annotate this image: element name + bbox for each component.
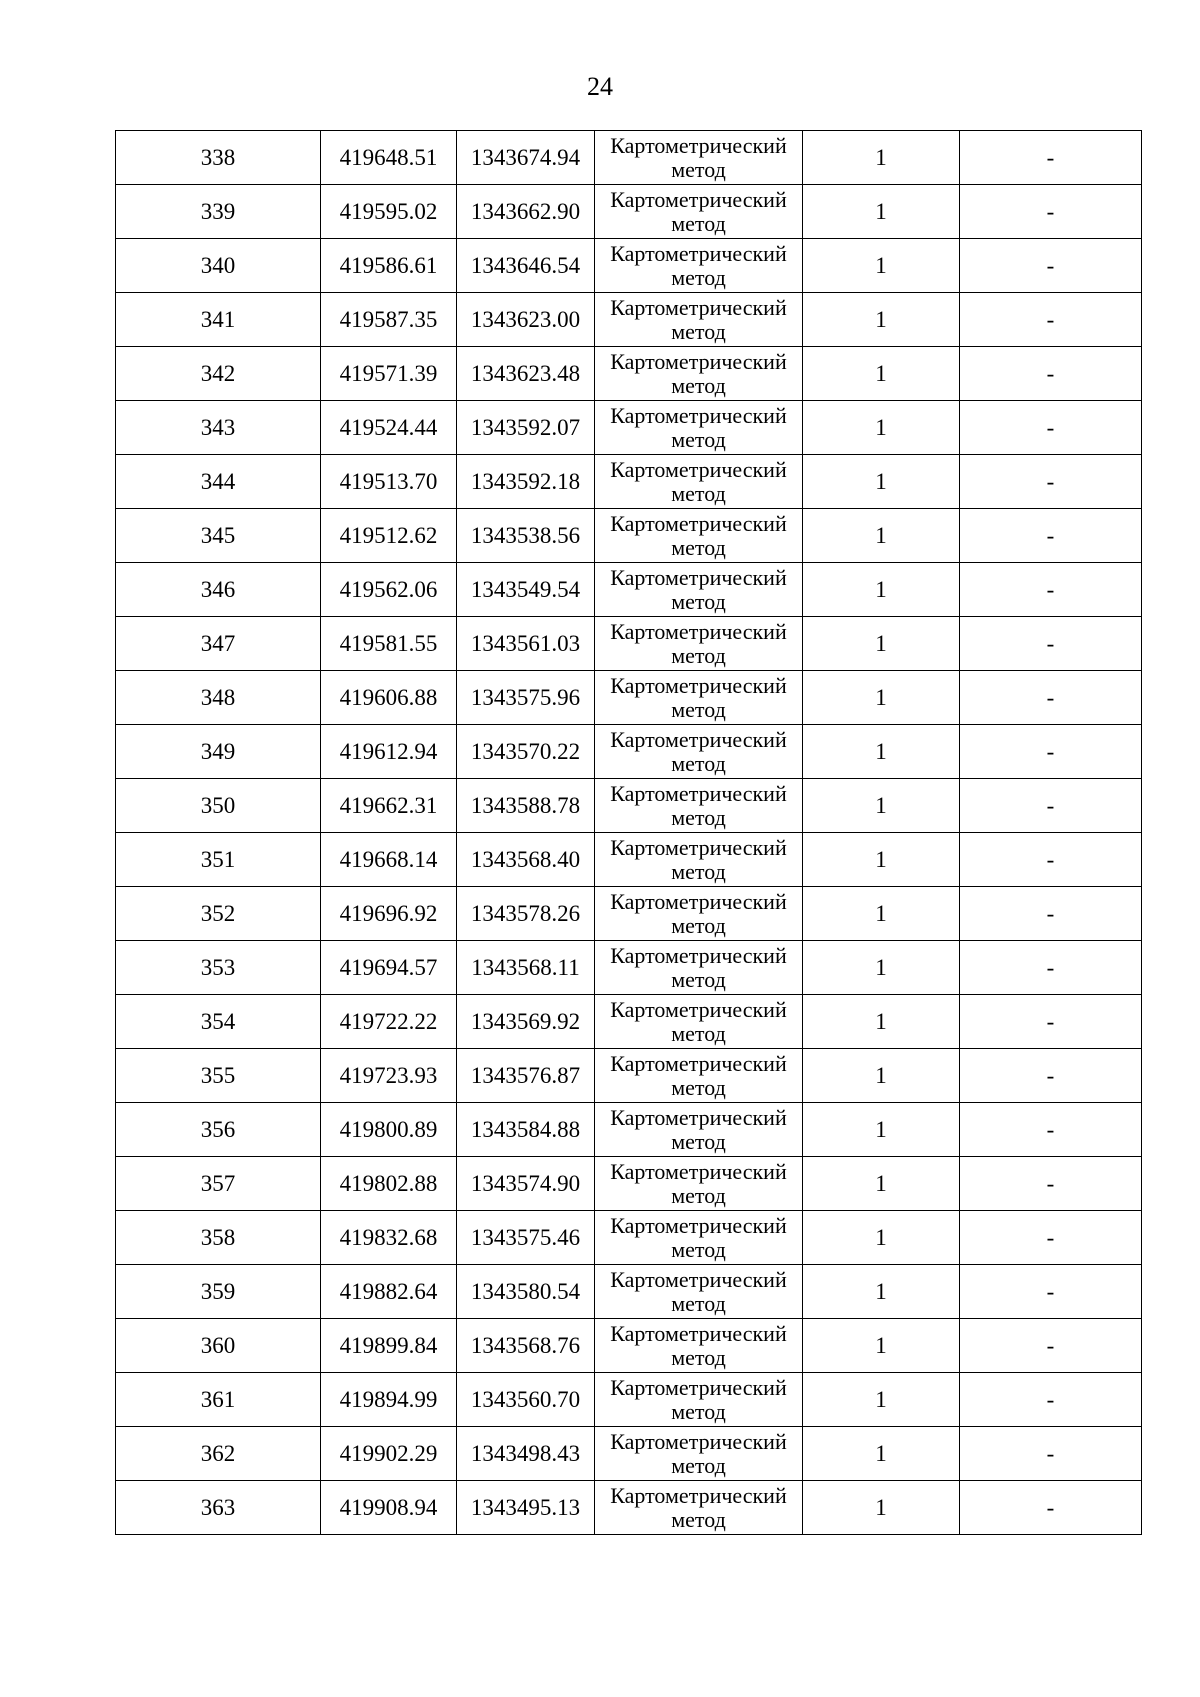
table-row bbox=[116, 1049, 1142, 1103]
table-row bbox=[116, 509, 1142, 563]
point-number-cell: 359 bbox=[116, 1265, 321, 1319]
point-number-cell: 346 bbox=[116, 563, 321, 617]
accuracy-cell: 1 bbox=[803, 833, 960, 887]
method-cell bbox=[595, 131, 803, 185]
x-coordinate-cell: 419512.62 bbox=[321, 509, 457, 563]
method-line-2: метод bbox=[671, 1398, 726, 1424]
x-coordinate-cell: 419723.93 bbox=[321, 1049, 457, 1103]
y-coordinate-cell: 1343560.70 bbox=[457, 1373, 595, 1427]
accuracy-cell: 1 bbox=[803, 455, 960, 509]
point-number-cell: 348 bbox=[116, 671, 321, 725]
point-number-cell: 338 bbox=[116, 131, 321, 185]
point-number-cell: 358 bbox=[116, 1211, 321, 1265]
note-cell: - bbox=[960, 941, 1142, 995]
point-number-cell: 344 bbox=[116, 455, 321, 509]
method-line-1: Картометрический bbox=[610, 564, 787, 590]
method-line-1: Картометрический bbox=[610, 294, 787, 320]
y-coordinate-cell: 1343538.56 bbox=[457, 509, 595, 563]
method-line-2: метод bbox=[671, 1290, 726, 1316]
method-line-2: метод bbox=[671, 1182, 726, 1208]
point-number-cell: 356 bbox=[116, 1103, 321, 1157]
point-number-cell: 350 bbox=[116, 779, 321, 833]
y-coordinate-cell: 1343578.26 bbox=[457, 887, 595, 941]
point-number-cell: 363 bbox=[116, 1481, 321, 1535]
accuracy-cell: 1 bbox=[803, 563, 960, 617]
note-cell: - bbox=[960, 1373, 1142, 1427]
point-number-cell: 349 bbox=[116, 725, 321, 779]
note-cell: - bbox=[960, 995, 1142, 1049]
table-row bbox=[116, 1319, 1142, 1373]
x-coordinate-cell: 419581.55 bbox=[321, 617, 457, 671]
method-cell bbox=[595, 1157, 803, 1211]
x-coordinate-cell: 419832.68 bbox=[321, 1211, 457, 1265]
table-row bbox=[116, 941, 1142, 995]
method-cell bbox=[595, 293, 803, 347]
point-number-cell: 345 bbox=[116, 509, 321, 563]
method-line-1: Картометрический bbox=[610, 402, 787, 428]
note-cell: - bbox=[960, 509, 1142, 563]
accuracy-cell: 1 bbox=[803, 1481, 960, 1535]
point-number-cell: 342 bbox=[116, 347, 321, 401]
accuracy-cell: 1 bbox=[803, 1049, 960, 1103]
method-line-2: метод bbox=[671, 1020, 726, 1046]
x-coordinate-cell: 419513.70 bbox=[321, 455, 457, 509]
note-cell: - bbox=[960, 779, 1142, 833]
note-cell: - bbox=[960, 563, 1142, 617]
note-cell: - bbox=[960, 185, 1142, 239]
note-cell: - bbox=[960, 617, 1142, 671]
table-row bbox=[116, 347, 1142, 401]
method-line-2: метод bbox=[671, 534, 726, 560]
y-coordinate-cell: 1343498.43 bbox=[457, 1427, 595, 1481]
method-line-1: Картометрический bbox=[610, 456, 787, 482]
method-line-1: Картометрический bbox=[610, 1266, 787, 1292]
x-coordinate-cell: 419908.94 bbox=[321, 1481, 457, 1535]
table-row bbox=[116, 995, 1142, 1049]
x-coordinate-cell: 419722.22 bbox=[321, 995, 457, 1049]
y-coordinate-cell: 1343495.13 bbox=[457, 1481, 595, 1535]
method-line-1: Картометрический bbox=[610, 726, 787, 752]
y-coordinate-cell: 1343674.94 bbox=[457, 131, 595, 185]
page-number: 24 bbox=[587, 72, 613, 101]
point-number-cell: 352 bbox=[116, 887, 321, 941]
method-line-2: метод bbox=[671, 1506, 726, 1532]
point-number-cell: 354 bbox=[116, 995, 321, 1049]
table-row bbox=[116, 455, 1142, 509]
accuracy-cell: 1 bbox=[803, 995, 960, 1049]
x-coordinate-cell: 419668.14 bbox=[321, 833, 457, 887]
y-coordinate-cell: 1343592.07 bbox=[457, 401, 595, 455]
x-coordinate-cell: 419612.94 bbox=[321, 725, 457, 779]
table-row bbox=[116, 1427, 1142, 1481]
point-number-cell: 355 bbox=[116, 1049, 321, 1103]
y-coordinate-cell: 1343588.78 bbox=[457, 779, 595, 833]
method-cell bbox=[595, 347, 803, 401]
note-cell: - bbox=[960, 401, 1142, 455]
accuracy-cell: 1 bbox=[803, 1427, 960, 1481]
accuracy-cell: 1 bbox=[803, 671, 960, 725]
table-row bbox=[116, 131, 1142, 185]
method-line-1: Картометрический bbox=[610, 780, 787, 806]
point-number-cell: 339 bbox=[116, 185, 321, 239]
method-line-2: метод bbox=[671, 804, 726, 830]
method-cell bbox=[595, 563, 803, 617]
accuracy-cell: 1 bbox=[803, 1265, 960, 1319]
accuracy-cell: 1 bbox=[803, 725, 960, 779]
method-cell bbox=[595, 1211, 803, 1265]
method-line-2: метод bbox=[671, 696, 726, 722]
method-cell bbox=[595, 779, 803, 833]
method-cell bbox=[595, 887, 803, 941]
y-coordinate-cell: 1343623.48 bbox=[457, 347, 595, 401]
note-cell: - bbox=[960, 1049, 1142, 1103]
point-number-cell: 357 bbox=[116, 1157, 321, 1211]
accuracy-cell: 1 bbox=[803, 887, 960, 941]
method-line-1: Картометрический bbox=[610, 1428, 787, 1454]
accuracy-cell: 1 bbox=[803, 509, 960, 563]
table-row bbox=[116, 1265, 1142, 1319]
note-cell: - bbox=[960, 887, 1142, 941]
method-cell bbox=[595, 1373, 803, 1427]
method-cell bbox=[595, 671, 803, 725]
x-coordinate-cell: 419802.88 bbox=[321, 1157, 457, 1211]
x-coordinate-cell: 419571.39 bbox=[321, 347, 457, 401]
note-cell: - bbox=[960, 131, 1142, 185]
method-line-2: метод bbox=[671, 912, 726, 938]
method-line-2: метод bbox=[671, 156, 726, 182]
method-line-1: Картометрический bbox=[610, 996, 787, 1022]
point-number-cell: 353 bbox=[116, 941, 321, 995]
method-cell bbox=[595, 1319, 803, 1373]
method-line-2: метод bbox=[671, 426, 726, 452]
table-row bbox=[116, 239, 1142, 293]
method-cell bbox=[595, 995, 803, 1049]
x-coordinate-cell: 419587.35 bbox=[321, 293, 457, 347]
y-coordinate-cell: 1343575.46 bbox=[457, 1211, 595, 1265]
y-coordinate-cell: 1343623.00 bbox=[457, 293, 595, 347]
table-row bbox=[116, 1373, 1142, 1427]
method-line-2: метод bbox=[671, 210, 726, 236]
method-line-2: метод bbox=[671, 966, 726, 992]
x-coordinate-cell: 419902.29 bbox=[321, 1427, 457, 1481]
method-line-2: метод bbox=[671, 588, 726, 614]
method-cell bbox=[595, 941, 803, 995]
note-cell: - bbox=[960, 725, 1142, 779]
note-cell: - bbox=[960, 347, 1142, 401]
method-line-2: метод bbox=[671, 1452, 726, 1478]
method-cell bbox=[595, 725, 803, 779]
method-line-2: метод bbox=[671, 1074, 726, 1100]
method-cell bbox=[595, 617, 803, 671]
point-number-cell: 347 bbox=[116, 617, 321, 671]
method-line-1: Картометрический bbox=[610, 1050, 787, 1076]
note-cell: - bbox=[960, 239, 1142, 293]
accuracy-cell: 1 bbox=[803, 185, 960, 239]
method-line-2: метод bbox=[671, 318, 726, 344]
x-coordinate-cell: 419648.51 bbox=[321, 131, 457, 185]
x-coordinate-cell: 419894.99 bbox=[321, 1373, 457, 1427]
method-line-1: Картометрический bbox=[610, 1212, 787, 1238]
accuracy-cell: 1 bbox=[803, 617, 960, 671]
point-number-cell: 341 bbox=[116, 293, 321, 347]
method-cell bbox=[595, 185, 803, 239]
x-coordinate-cell: 419662.31 bbox=[321, 779, 457, 833]
note-cell: - bbox=[960, 1265, 1142, 1319]
y-coordinate-cell: 1343561.03 bbox=[457, 617, 595, 671]
method-cell bbox=[595, 239, 803, 293]
method-line-2: метод bbox=[671, 372, 726, 398]
note-cell: - bbox=[960, 455, 1142, 509]
coordinates-table-body bbox=[116, 131, 1142, 1535]
method-cell bbox=[595, 1427, 803, 1481]
accuracy-cell: 1 bbox=[803, 239, 960, 293]
y-coordinate-cell: 1343568.40 bbox=[457, 833, 595, 887]
method-line-2: метод bbox=[671, 264, 726, 290]
accuracy-cell: 1 bbox=[803, 1211, 960, 1265]
note-cell: - bbox=[960, 1157, 1142, 1211]
table-row bbox=[116, 617, 1142, 671]
note-cell: - bbox=[960, 1319, 1142, 1373]
accuracy-cell: 1 bbox=[803, 1103, 960, 1157]
y-coordinate-cell: 1343570.22 bbox=[457, 725, 595, 779]
method-cell bbox=[595, 509, 803, 563]
accuracy-cell: 1 bbox=[803, 347, 960, 401]
method-line-1: Картометрический bbox=[610, 348, 787, 374]
point-number-cell: 351 bbox=[116, 833, 321, 887]
accuracy-cell: 1 bbox=[803, 941, 960, 995]
x-coordinate-cell: 419882.64 bbox=[321, 1265, 457, 1319]
coordinates-table bbox=[115, 130, 1142, 1535]
method-line-2: метод bbox=[671, 858, 726, 884]
accuracy-cell: 1 bbox=[803, 1157, 960, 1211]
method-cell bbox=[595, 1265, 803, 1319]
x-coordinate-cell: 419899.84 bbox=[321, 1319, 457, 1373]
table-row bbox=[116, 833, 1142, 887]
table-row bbox=[116, 1481, 1142, 1535]
accuracy-cell: 1 bbox=[803, 1373, 960, 1427]
table-row bbox=[116, 1211, 1142, 1265]
point-number-cell: 362 bbox=[116, 1427, 321, 1481]
point-number-cell: 343 bbox=[116, 401, 321, 455]
y-coordinate-cell: 1343568.76 bbox=[457, 1319, 595, 1373]
method-cell bbox=[595, 1049, 803, 1103]
table-row bbox=[116, 185, 1142, 239]
method-line-1: Картометрический bbox=[610, 1374, 787, 1400]
y-coordinate-cell: 1343580.54 bbox=[457, 1265, 595, 1319]
x-coordinate-cell: 419694.57 bbox=[321, 941, 457, 995]
y-coordinate-cell: 1343662.90 bbox=[457, 185, 595, 239]
x-coordinate-cell: 419524.44 bbox=[321, 401, 457, 455]
note-cell: - bbox=[960, 1427, 1142, 1481]
method-line-1: Картометрический bbox=[610, 1320, 787, 1346]
method-line-2: метод bbox=[671, 1344, 726, 1370]
accuracy-cell: 1 bbox=[803, 131, 960, 185]
table-row bbox=[116, 725, 1142, 779]
method-line-1: Картометрический bbox=[610, 1482, 787, 1508]
note-cell: - bbox=[960, 1103, 1142, 1157]
y-coordinate-cell: 1343574.90 bbox=[457, 1157, 595, 1211]
x-coordinate-cell: 419562.06 bbox=[321, 563, 457, 617]
note-cell: - bbox=[960, 833, 1142, 887]
table-row bbox=[116, 563, 1142, 617]
x-coordinate-cell: 419606.88 bbox=[321, 671, 457, 725]
table-row bbox=[116, 671, 1142, 725]
note-cell: - bbox=[960, 671, 1142, 725]
y-coordinate-cell: 1343646.54 bbox=[457, 239, 595, 293]
y-coordinate-cell: 1343592.18 bbox=[457, 455, 595, 509]
method-line-2: метод bbox=[671, 642, 726, 668]
point-number-cell: 360 bbox=[116, 1319, 321, 1373]
accuracy-cell: 1 bbox=[803, 401, 960, 455]
method-line-2: метод bbox=[671, 750, 726, 776]
method-line-1: Картометрический bbox=[610, 186, 787, 212]
method-line-1: Картометрический bbox=[610, 888, 787, 914]
method-line-2: метод bbox=[671, 1236, 726, 1262]
y-coordinate-cell: 1343569.92 bbox=[457, 995, 595, 1049]
accuracy-cell: 1 bbox=[803, 1319, 960, 1373]
table-row bbox=[116, 779, 1142, 833]
method-line-2: метод bbox=[671, 1128, 726, 1154]
table-row bbox=[116, 293, 1142, 347]
y-coordinate-cell: 1343576.87 bbox=[457, 1049, 595, 1103]
y-coordinate-cell: 1343584.88 bbox=[457, 1103, 595, 1157]
x-coordinate-cell: 419586.61 bbox=[321, 239, 457, 293]
method-cell bbox=[595, 833, 803, 887]
method-cell bbox=[595, 1481, 803, 1535]
x-coordinate-cell: 419696.92 bbox=[321, 887, 457, 941]
method-line-1: Картометрический bbox=[610, 618, 787, 644]
method-cell bbox=[595, 455, 803, 509]
y-coordinate-cell: 1343568.11 bbox=[457, 941, 595, 995]
method-line-2: метод bbox=[671, 480, 726, 506]
method-line-1: Картометрический bbox=[610, 672, 787, 698]
table-row bbox=[116, 1157, 1142, 1211]
method-line-1: Картометрический bbox=[610, 510, 787, 536]
note-cell: - bbox=[960, 293, 1142, 347]
method-line-1: Картометрический bbox=[610, 942, 787, 968]
x-coordinate-cell: 419595.02 bbox=[321, 185, 457, 239]
method-line-1: Картометрический bbox=[610, 1158, 787, 1184]
point-number-cell: 361 bbox=[116, 1373, 321, 1427]
table-row bbox=[116, 887, 1142, 941]
table-row bbox=[116, 1103, 1142, 1157]
method-cell bbox=[595, 401, 803, 455]
accuracy-cell: 1 bbox=[803, 779, 960, 833]
table-row bbox=[116, 401, 1142, 455]
method-cell bbox=[595, 1103, 803, 1157]
method-line-1: Картометрический bbox=[610, 240, 787, 266]
y-coordinate-cell: 1343549.54 bbox=[457, 563, 595, 617]
method-line-1: Картометрический bbox=[610, 132, 787, 158]
point-number-cell: 340 bbox=[116, 239, 321, 293]
x-coordinate-cell: 419800.89 bbox=[321, 1103, 457, 1157]
method-line-1: Картометрический bbox=[610, 834, 787, 860]
note-cell: - bbox=[960, 1211, 1142, 1265]
note-cell: - bbox=[960, 1481, 1142, 1535]
accuracy-cell: 1 bbox=[803, 293, 960, 347]
y-coordinate-cell: 1343575.96 bbox=[457, 671, 595, 725]
method-line-1: Картометрический bbox=[610, 1104, 787, 1130]
